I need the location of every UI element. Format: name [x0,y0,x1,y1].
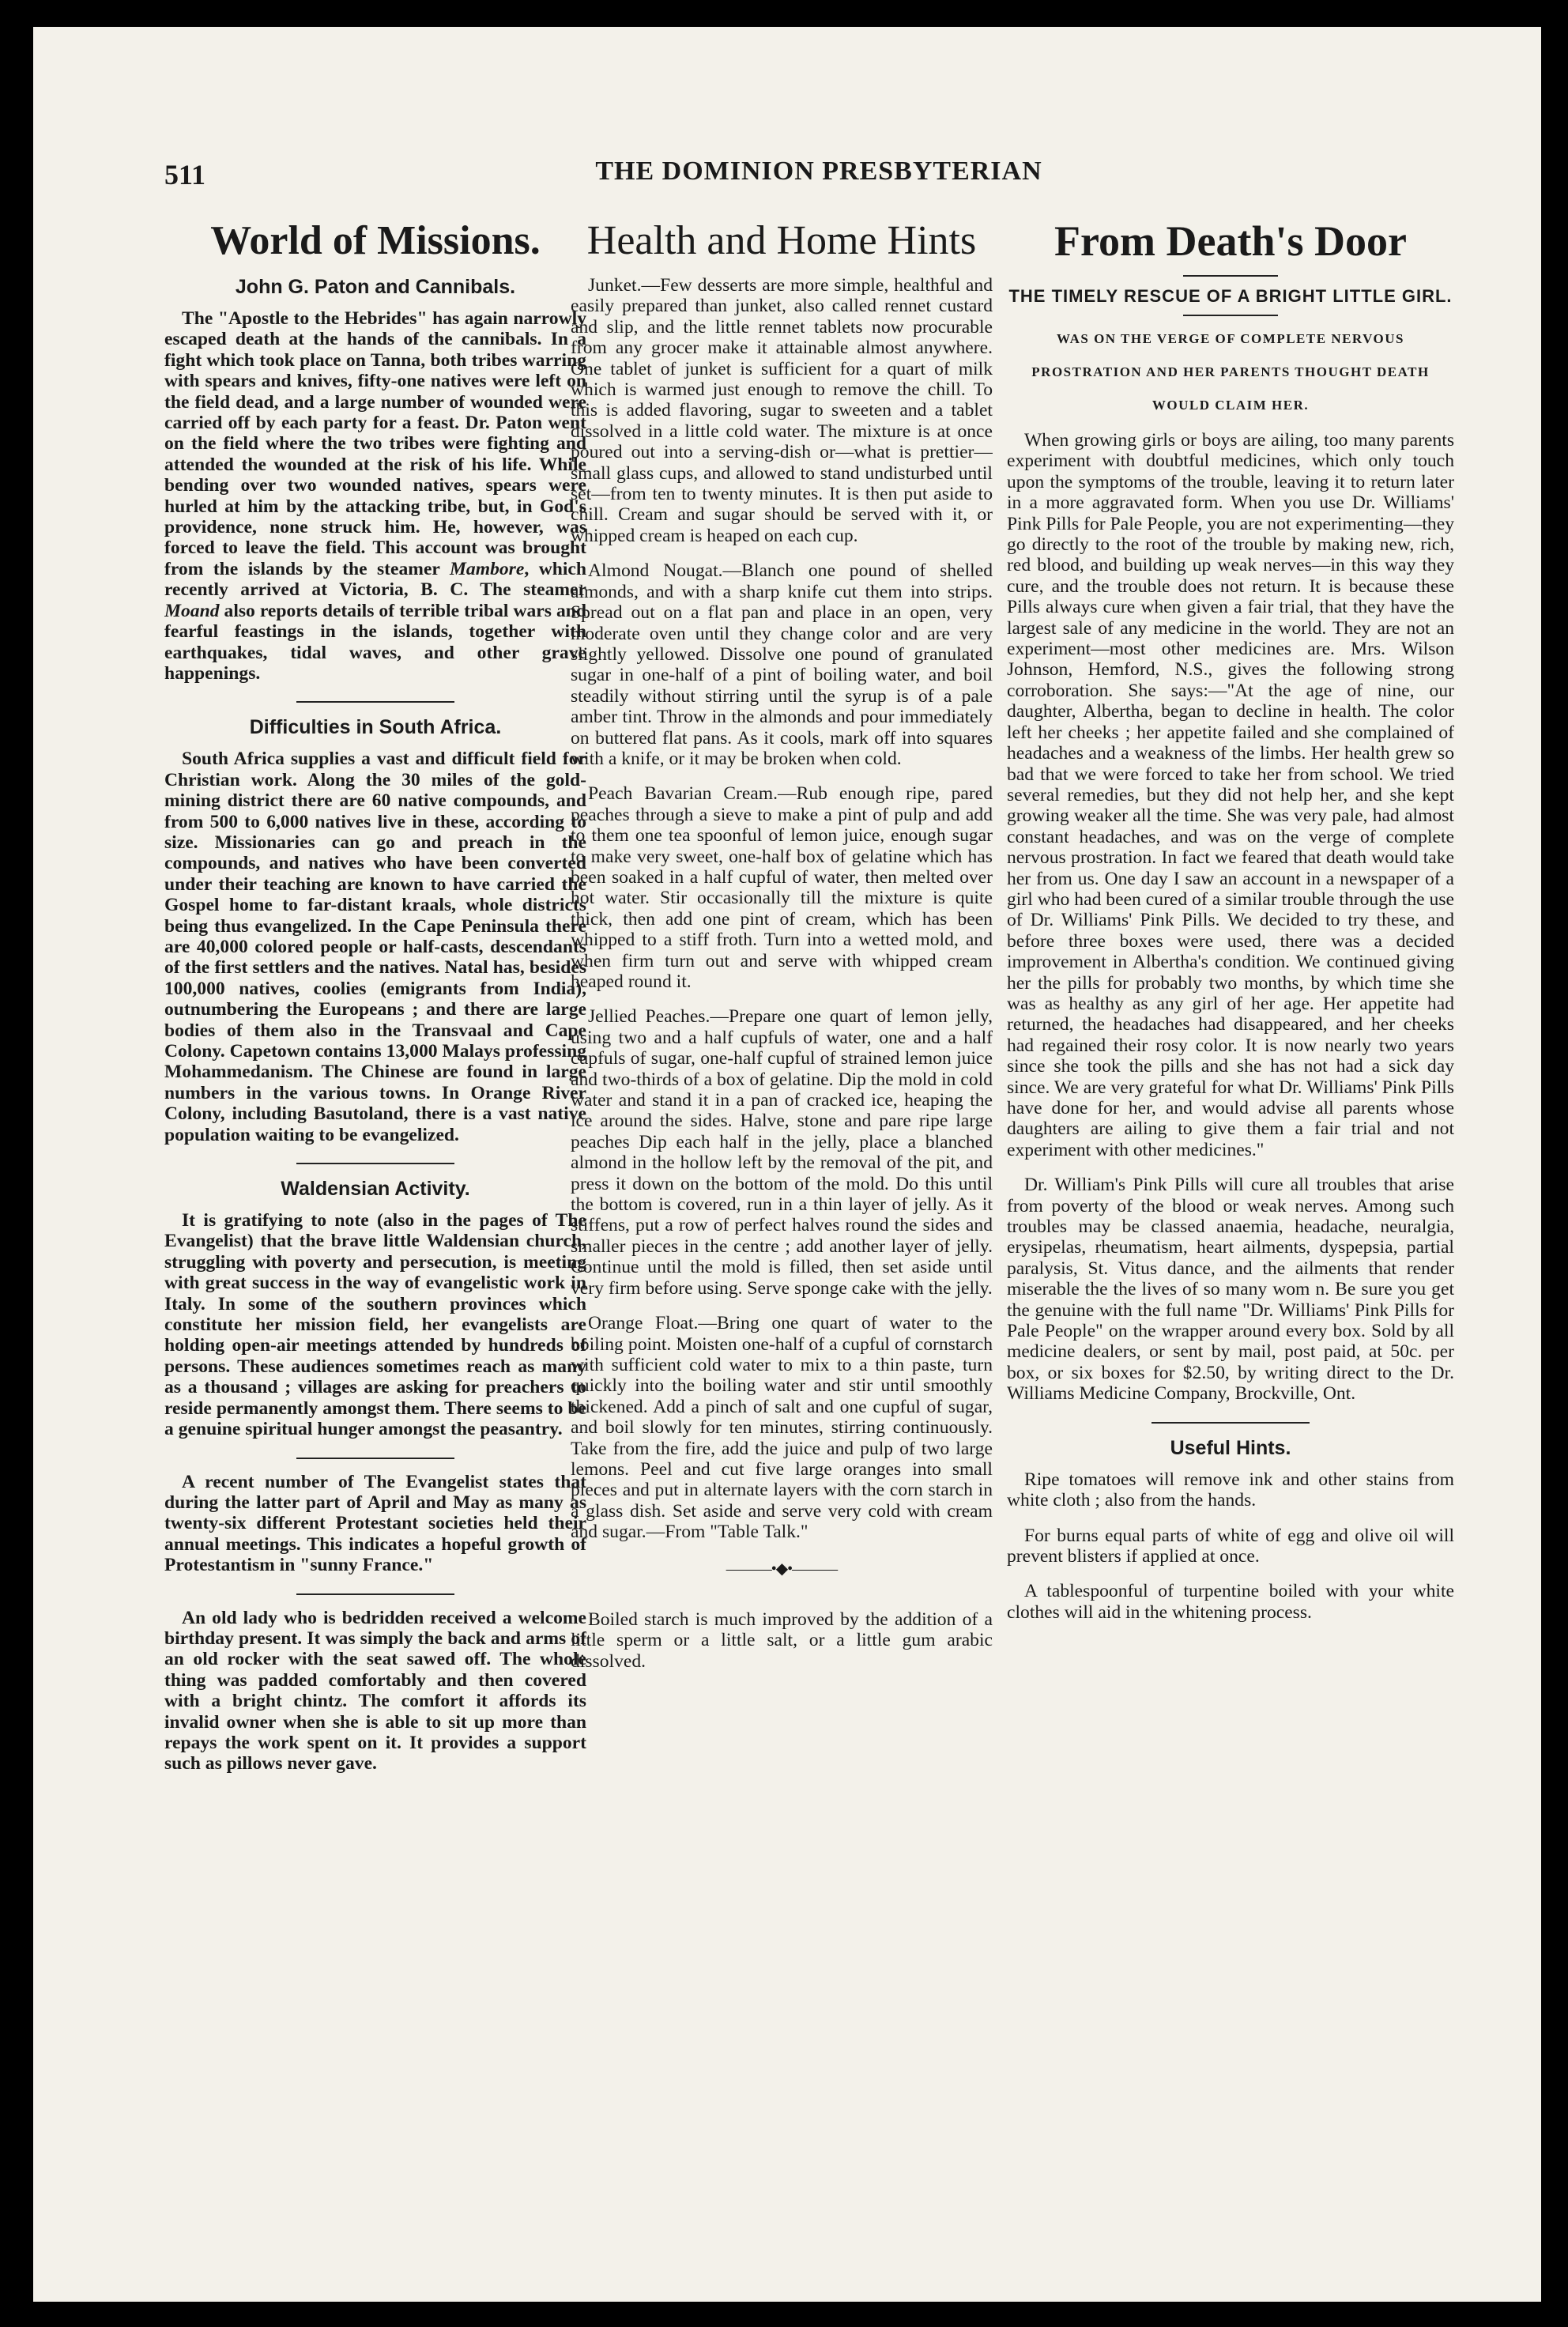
section-heading: John G. Paton and Cannibals. [235,276,516,298]
ship-name: Mambore [449,558,525,579]
page-header [164,152,1473,199]
journal-title: THE DOMINION PRESBYTERIAN [595,157,1042,186]
recipe-paragraph: Almond Nougat.—Blanch one pound of shelled almonds, and with a sharp knife cut them into strips. Spread out on a flat pan and place in an open, very moderate oven until they change color and are very slightly yellowed. Dissolve one pound of granulated sugar in one-half of a pint of boiling water, and boil steadily without stirring until the syrup is of a pale amber tint. Throw in the almonds and pour immediately on buttered flat pans. As it cools, mark off into squares with a knife, or it may be broken when cold. [571,560,993,769]
hint-paragraph: A tablespoonful of turpentine boiled with your white clothes will aid in the whitening process. [1007,1581,1454,1623]
section-divider [296,1163,454,1164]
recipe-paragraph: Jellied Peaches.—Prepare one quart of lemon jelly, using two and a half cupfuls of water, one and a half cupfuls of sugar, one-half cupful of strained lemon juice and two-thirds of a box of gelatine. Dip the mold in cold water and stand it in a pan of cracked ice, heaping the ice around the sides. Halve, stone and pare ripe large peaches Dip each half in the jelly, place a blanched almond in the hollow left by the removal of the pit, and press it down on the bottom of the mold. Do this until the bottom is covered, run in a thin layer of jelly. As it stiffens, put a row of perfect halves round the sides and smaller pieces in the centre ; add another layer of jelly. Continue until the mold is filled, then set aside until very firm before using. Serve sponge cake with the jelly. [571,1006,993,1299]
section-heading: Waldensian Activity. [281,1178,470,1201]
section-divider [296,1593,454,1595]
column-health-and-home-hints [571,217,993,2208]
hint-paragraph: Ripe tomatoes will remove ink and other stains from white cloth ; also from the hands. [1007,1469,1454,1511]
article-paragraph: Boiled starch is much improved by the addition of a little sperm or a little salt, or a little gum arabic dissolved. [571,1609,993,1672]
section-divider [296,1458,454,1459]
recipe-paragraph: Peach Bavarian Cream.—Rub enough ripe, pared peaches through a sieve to make a pint of pulp and add to them one tea spoonful of lemon juice, enough sugar to make very sweet, one-half box of gelatine which has been soaked in a half cupful of water, then melted over hot water. Stir occasionally till the mixture is quite thick, then add one pint of cream, which has been whipped to a stiff froth. Turn into a wetted mold, and when firm turn out and serve with whipped cream heaped round it. [571,783,993,992]
article-deck: WAS ON THE VERGE OF COMPLETE NERVOUS PROSTRATION AND HER PARENTS THOUGHT DEATH WOULD CLAIM HER. [1031,331,1430,413]
subheading-divider [1183,315,1278,316]
article-paragraph: Dr. William's Pink Pills will cure all troubles that arise from poverty of the blood or weak nerves. Among such troubles may be classed anaemia, headache, neuralgia, erysipelas, rheumatism, heart ailments, dyspepsia, partial paralysis, St. Vitus dance, and the ailments that render miserable the the lives of so many wom n. Be sure you get the genuine with the full name "Dr. Williams' Pink Pills for Pale People" on the wrapper around every box. Sold by all medicine dealers, or sent by mail, post paid, at 50c. per box, or six boxes for $2.50, by writing direct to the Dr. Williams Medicine Company, Brockville, Ont. [1007,1175,1454,1405]
article-subheading: THE TIMELY RESCUE OF A BRIGHT LITTLE GIRL. [1008,286,1453,306]
article-paragraph: An old lady who is bedridden received a welcome birthday present. It was simply the back and arms of an old rocker with the seat sawed off. The whole thing was padded comfortably and then covered with a bright chintz. The comfort it affords its invalid owner when she is able to sit up more than repays the work spent on it. It provides a support such as pillows never gave. [164,1607,586,1774]
article-paragraph: It is gratifying to note (also in the pages of The Evangelist) that the brave little Waldensian church, struggling with poverty and persecution, is meeting with great success in the way of evangelistic work in Italy. In some of the southern provinces which constitute her mission field, her evangelists are holding open-air meetings attended by hundreds of persons. These audiences sometimes reach as many as a thousand ; villages are asking for preachers to reside permanently amongst them. There seems to be a genuine spiritual hunger amongst the peasantry. [164,1210,586,1440]
page-number: 511 [164,159,206,190]
section-divider [1152,1422,1310,1424]
column-world-of-missions [164,217,586,2208]
article-paragraph: A recent number of The Evangelist states that during the latter part of April and May as many as twenty-six different Protestant societies held their annual meetings. This indicates a hopeful growth of Protestantism in "sunny France." [164,1471,586,1576]
title-divider [1183,275,1278,277]
ornament-divider: ———•◆•——— [726,1560,838,1578]
hint-paragraph: For burns equal parts of white of egg and olive oil will prevent blisters if applied at once. [1007,1525,1454,1567]
newspaper-page [33,27,1541,2302]
article-paragraph: The "Apostle to the Hebrides" has again narrowly escaped death at the hands of the cannibals. In a fight which took place on Tanna, both tribes warring with spears and knives, fifty-one natives were left on the field dead, and a large number of wounded were carried off by each party for a feast. Dr. Paton went on the field where the two tribes were fighting and attended the wounded at the risk of his life. While bending over two wounded natives, spears were hurled at him by the attacking tribe, but, in God's providence, none struck him. He, however, was forced to leave the field. This account was brought from the islands by the steamer Mambore, which recently arrived at Victoria, B. C. The steamer Moand also reports details of terrible tribal wars and fearful feastings in the islands, together with earthquakes, tidal waves, and other grave happenings. [164,308,586,684]
column-title: World of Missions. [210,218,541,263]
column-from-deaths-door [1007,217,1454,2208]
section-divider [296,701,454,703]
recipe-paragraph: Orange Float.—Bring one quart of water to the boiling point. Moisten one-half of a cupful of cornstarch with sufficient cold water to mix to a thin paste, turn quickly into the boiling water and stir until smoothly thickened. Add a pinch of salt and one cupful of sugar, and boil slowly for ten minutes, stirring continuously. Take from the fire, add the juice and pulp of two large lemons. Peel and cut five large oranges into small pieces and put in alternate layers with the corn starch in a glass dish. Set aside and serve very cold with cream and sugar.—From "Table Talk." [571,1313,993,1543]
article-paragraph: When growing girls or boys are ailing, too many parents experiment with doubtful medicines, which only touch upon the symptoms of the trouble, leaving it to return later in a more aggravated form. When you use Dr. Williams' Pink Pills for Pale People, you are not experimenting—they go directly to the root of the trouble by making new, rich, red blood, and building up weak nerves—in this way they cure, and the trouble does not return. It is because these Pills always cure when given a fair trial, that they have the largest sale of any medicine in the world. They are not an experiment—most other medicines are. Mrs. Wilson Johnson, Hemford, N.S., gives the following strong corroboration. She says:—"At the age of nine, our daughter, Albertha, began to decline in health. The color left her cheeks ; her appetite failed and she complained of headaches and a weakness of the limbs. Her health grew so bad that we were forced to take her from school. We tried several remedies, but they did not help her, and she kept growing weaker all the time. She was very pale, had almost constant headaches, and was on the verge of complete nervous prostration. In fact we feared that death would take her from us. One day I saw an account in a newspaper of a girl who had been cured of a similar trouble through the use of Dr. Williams' Pink Pills. We decided to try these, and before three boxes were used, there was a decided improvement in Albertha's condition. We continued giving her the pills for probably two months, by which time she was as healthy as any girl of her age. Her appetite had returned, the headaches had disappeared, and her cheeks had regained their rosy color. It is now nearly two years since she took the pills and she has not had a sick day since. We are very grateful for what Dr. Williams' Pink Pills have done for her, and would advise all parents whose daughters are ailing to give them a fair trial and not experiment with other medicines." [1007,430,1454,1160]
section-heading: Difficulties in South Africa. [249,716,502,739]
section-heading: Useful Hints. [1170,1436,1291,1459]
article-paragraph: South Africa supplies a vast and difficult field for Christian work. Along the 30 miles of the gold-mining district there are 60 native compounds, and from 500 to 6,000 natives live in these, according to size. Missionaries can go and preach in the compounds, and natives who have been converted under their teaching are known to have carried the Gospel home to far-distant kraals, whole districts being thus evangelized. In the Cape Peninsula there are 40,000 colored people or half-casts, descendants of the first settlers and the natives. Natal has, besides 100,000 natives, coolies (emigrants from India), outnumbering the Europeans ; and there are large bodies of them also in the Transvaal and Cape Colony. Capetown contains 13,000 Malays professing Mohammedanism. The Chinese are found in large numbers in the various towns. In Orange River Colony, including Basutoland, there is a vast native population waiting to be evangelized. [164,749,586,1145]
column-title: Health and Home Hints [586,218,977,263]
recipe-paragraph: Junket.—Few desserts are more simple, healthful and easily prepared than junket, also called rennet custard and slip, and the little rennet tablets now procurable from any grocer make it attainable almost anywhere. One tablet of junket is sufficient for a quart of milk which is warmed just enough to remove the chill. To this is added flavoring, sugar to sweeten and a tablet dissolved in a little cold water. The mixture is at once poured out into a serving-dish or—what is prettier—small glass cups, and allowed to stand undisturbed until set—from ten to twenty minutes. It is then put aside to chill. Cream and sugar should be served with it, or whipped cream is heaped on each cup. [571,275,993,546]
column-title: From Death's Door [1054,217,1407,265]
ship-name: Moand [164,600,220,621]
